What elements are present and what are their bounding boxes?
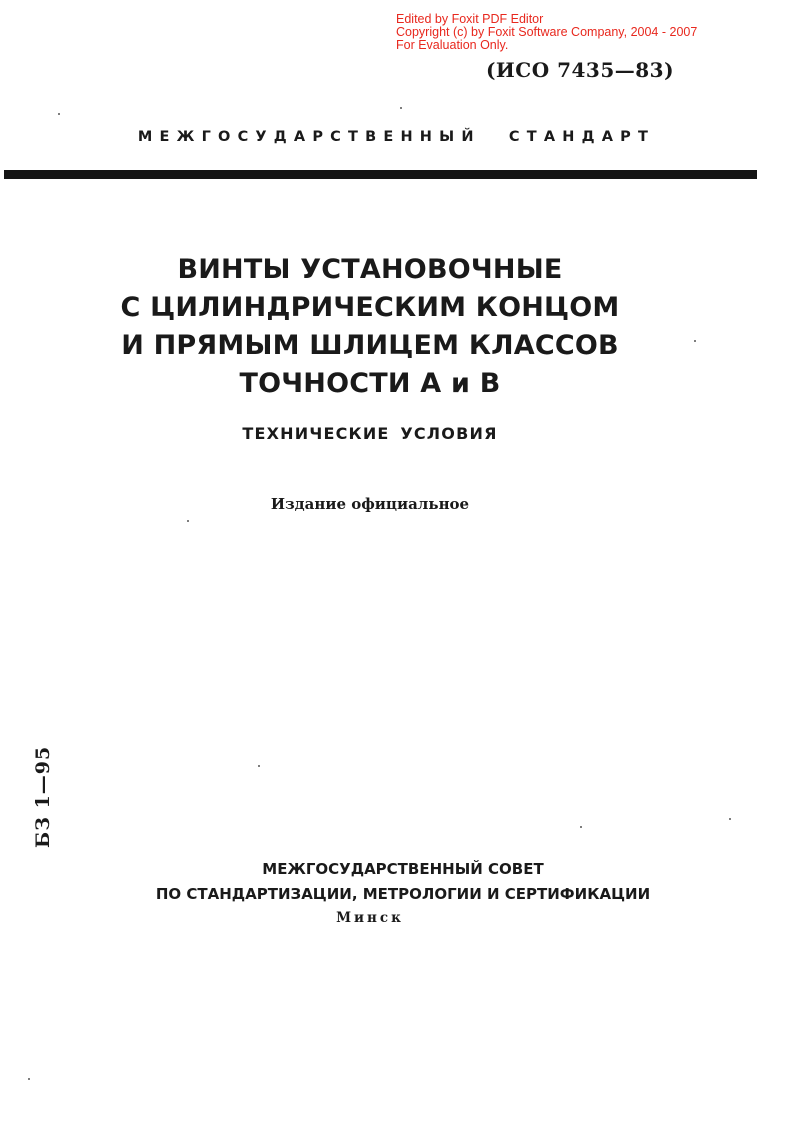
- council-name: [60, 857, 746, 907]
- scan-speck: [187, 520, 189, 522]
- edition-note: Издание официальное: [270, 495, 470, 513]
- watermark-line-2: Copyright (c) by Foxit Software Company, 2004 - 2007: [396, 25, 698, 39]
- title-line-2: С ЦИЛИНДРИЧЕСКИМ КОНЦОМ: [120, 292, 620, 323]
- title-line-4: ТОЧНОСТИ А и В: [239, 368, 501, 399]
- council-line-1: МЕЖГОСУДАРСТВЕННЫЙ СОВЕТ: [262, 860, 544, 878]
- scan-speck: [729, 818, 731, 820]
- watermark-line-3: For Evaluation Only.: [396, 38, 509, 52]
- title-line-3: И ПРЯМЫМ ШЛИЦЕМ КЛАССОВ: [121, 330, 619, 361]
- watermark-line-1: Edited by Foxit PDF Editor: [396, 12, 544, 26]
- document-title: [60, 251, 680, 403]
- side-code: БЗ 1—95: [32, 745, 54, 848]
- iso-reference: (ИСО 7435—83): [485, 58, 675, 82]
- title-line-1: ВИНТЫ УСТАНОВОЧНЫЕ: [177, 254, 563, 285]
- document-subtitle: ТЕХНИЧЕСКИЕ УСЛОВИЯ: [242, 424, 498, 443]
- scan-speck: [28, 1078, 30, 1080]
- publication-city: Минск: [336, 910, 404, 926]
- scan-speck: [58, 113, 60, 115]
- foxit-watermark: [396, 13, 786, 52]
- council-line-2: ПО СТАНДАРТИЗАЦИИ, МЕТРОЛОГИИ И СЕРТИФИКАЦИИ: [155, 885, 651, 903]
- scan-speck: [400, 107, 402, 109]
- standard-heading: МЕЖГОСУДАРСТВЕННЫЙ СТАНДАРТ: [137, 129, 656, 145]
- scan-speck: [580, 826, 582, 828]
- scan-speck: [258, 765, 260, 767]
- scan-speck: [694, 340, 696, 342]
- heading-rule: [4, 170, 757, 179]
